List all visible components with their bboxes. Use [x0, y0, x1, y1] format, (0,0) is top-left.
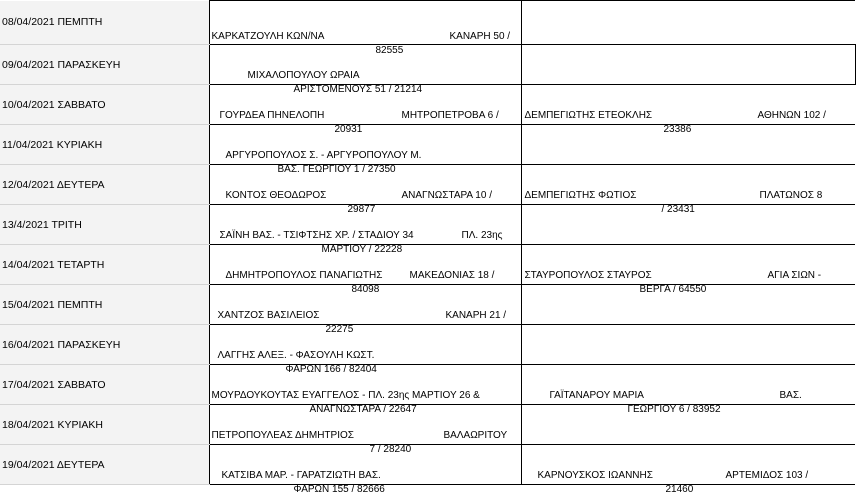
pharmacy-cell[interactable] [209, 365, 521, 415]
date-cell[interactable]: 19/04/2021 ΔΕΥΤΕΡΑ [0, 445, 209, 485]
pharmacy-address: ΚΑΝΑΡΗ 50 / [449, 30, 511, 42]
pharmacy-address-cont: 82555 [375, 44, 404, 56]
pharmacy-address-cont: ΓΕΩΡΓΙΟΥ 6 / 83952 [627, 403, 721, 415]
pharmacy-name: ΓΑΪΤΑΝΑΡΟΥ ΜΑΡΙΑ [549, 389, 644, 401]
table-row [0, 45, 855, 85]
pharmacy-cell[interactable] [209, 1, 521, 56]
pharmacy-address-cont: ΜΑΡΤΙΟΥ / 22228 [321, 243, 403, 255]
pharmacy-cell[interactable] [209, 245, 521, 295]
pharmacy-cell[interactable] [209, 325, 521, 375]
table-row [0, 325, 855, 365]
pharmacy-name: ΛΑΓΓΗΣ ΑΛΕΞ. - ΦΑΣΟΥΛΗ ΚΩΣΤ. [217, 349, 375, 361]
pharmacy-cell[interactable] [209, 165, 521, 215]
pharmacy-name: ΚΟΝΤΟΣ ΘΕΟΔΩΡΟΣ [225, 189, 327, 201]
pharmacy-address-cont: ΑΡΙΣΤΟΜΕΝΟΥΣ 51 / 21214 [293, 83, 423, 95]
pharmacy-cell[interactable] [521, 45, 855, 85]
pharmacy-name: ΚΑΡΚΑΤΖΟΥΛΗ ΚΩΝ/ΝΑ [211, 30, 325, 42]
pharmacy-name: ΚΑΤΣΙΒΑ ΜΑΡ. - ΓΑΡΑΤΖΙΩΤΗ ΒΑΣ. [221, 469, 381, 481]
pharmacy-address: ΑΝΑΓΝΩΣΤΑΡΑ 10 / [401, 189, 492, 201]
date-cell[interactable]: 10/04/2021 ΣΑΒΒΑΤΟ [0, 85, 209, 125]
pharmacy-name: ΣΑΪΝΗ ΒΑΣ. - ΤΣΙΦΤΣΗΣ ΧΡ. / ΣΤΑΔΙΟΥ 34 [219, 229, 414, 241]
pharmacy-address: ΒΑΣ. [779, 389, 802, 401]
pharmacy-name: ΜΟΥΡΔΟΥΚΟΥΤΑΣ ΕΥΑΓΓΕΛΟΣ - ΠΛ. 23ης ΜΑΡΤΙΟΥ 26 & [211, 389, 480, 401]
pharmacy-cell[interactable] [209, 405, 521, 455]
pharmacy-cell[interactable] [209, 45, 521, 95]
date-cell[interactable]: 16/04/2021 ΠΑΡΑΣΚΕΥΗ [0, 325, 209, 365]
pharmacy-address: ΜΗΤΡΟΠΕΤΡΟΒΑ 6 / [401, 109, 499, 121]
pharmacy-address: ΠΛΑΤΩΝΟΣ 8 [759, 189, 823, 201]
pharmacy-address-cont: 23386 [663, 123, 692, 135]
pharmacy-cell[interactable] [521, 125, 855, 165]
date-cell[interactable]: 14/04/2021 ΤΕΤΑΡΤΗ [0, 245, 209, 285]
pharmacy-address-cont: 21460 [665, 483, 694, 495]
pharmacy-name: ΣΤΑΥΡΟΠΟΥΛΟΣ ΣΤΑΥΡΟΣ [524, 269, 652, 281]
table-row [0, 1, 855, 45]
pharmacy-cell[interactable] [521, 165, 855, 215]
table-row [0, 245, 855, 285]
pharmacy-name: ΠΕΤΡΟΠΟΥΛΕΑΣ ΔΗΜΗΤΡΙΟΣ [211, 429, 354, 441]
date-cell[interactable]: 09/04/2021 ΠΑΡΑΣΚΕΥΗ [0, 45, 209, 85]
pharmacy-name: ΔΗΜΗΤΡΟΠΟΥΛΟΣ ΠΑΝΑΓΙΩΤΗΣ [225, 269, 383, 281]
pharmacy-address-cont: ΑΝΑΓΝΩΣΤΑΡΑ / 22647 [309, 403, 417, 415]
pharmacy-address: ΑΘΗΝΩΝ 102 / [757, 109, 826, 121]
pharmacy-cell[interactable] [521, 205, 855, 245]
date-cell[interactable]: 11/04/2021 ΚΥΡΙΑΚΗ [0, 125, 209, 165]
pharmacy-address: ΚΑΝΑΡΗ 21 / [445, 309, 507, 321]
pharmacy-cell[interactable] [209, 205, 521, 255]
table-row [0, 405, 855, 445]
pharmacy-address: ΠΛ. 23ης [461, 229, 503, 241]
table-row [0, 165, 855, 205]
pharmacy-address-cont: 7 / 28240 [369, 443, 412, 455]
pharmacy-cell[interactable] [521, 405, 855, 445]
pharmacy-address-cont: ΦΑΡΩΝ 166 / 82404 [285, 363, 377, 375]
pharmacy-cell[interactable] [209, 445, 521, 495]
pharmacy-name: ΓΟΥΡΔΕΑ ΠΗΝΕΛΟΠΗ [219, 109, 325, 121]
pharmacy-address-cont: / 23431 [661, 203, 695, 215]
table-row [0, 445, 855, 485]
pharmacy-cell[interactable] [521, 445, 855, 495]
pharmacy-address-cont: 20931 [334, 123, 363, 135]
date-cell[interactable]: 15/04/2021 ΠΕΜΠΤΗ [0, 285, 209, 325]
pharmacy-cell[interactable] [521, 285, 855, 325]
date-cell[interactable]: 08/04/2021 ΠΕΜΠΤΗ [0, 1, 209, 45]
pharmacy-address: ΜΑΚΕΔΟΝΙΑΣ 18 / [409, 269, 495, 281]
pharmacy-address: ΑΓΙΑ ΣΙΩΝ - [767, 269, 822, 281]
pharmacy-cell[interactable] [521, 85, 855, 135]
date-cell[interactable]: 13/4/2021 ΤΡΙΤΗ [0, 205, 209, 245]
pharmacy-name: ΔΕΜΠΕΓΙΩΤΗΣ ΕΤΕΟΚΛΗΣ [524, 109, 653, 121]
pharmacy-name: ΑΡΓΥΡΟΠΟΥΛΟΣ Σ. - ΑΡΓΥΡΟΠΟΥΛΟΥ Μ. [225, 149, 422, 161]
pharmacy-name: ΜΙΧΑΛΟΠΟΥΛΟΥ ΩΡΑΙΑ [247, 69, 360, 81]
pharmacy-name: ΚΑΡΝΟΥΣΚΟΣ ΙΩΑΝΝΗΣ [537, 469, 653, 481]
pharmacy-cell[interactable] [521, 325, 855, 365]
table-row [0, 125, 855, 165]
pharmacy-name: ΔΕΜΠΕΓΙΩΤΗΣ ΦΩΤΙΟΣ [524, 189, 637, 201]
pharmacy-address-cont: ΦΑΡΩΝ 155 / 82666 [293, 483, 385, 495]
table-row [0, 205, 855, 245]
table-row [0, 365, 855, 405]
pharmacy-address-cont: 22275 [325, 323, 354, 335]
date-cell[interactable]: 18/04/2021 ΚΥΡΙΑΚΗ [0, 405, 209, 445]
table-row [0, 85, 855, 125]
pharmacy-address: ΒΑΛΑΩΡΙΤΟΥ [443, 429, 508, 441]
pharmacy-cell[interactable] [521, 1, 855, 45]
pharmacy-name: ΧΑΝΤΖΟΣ ΒΑΣΙΛΕΙΟΣ [217, 309, 320, 321]
table-row [0, 285, 855, 325]
pharmacy-address-cont: 84098 [351, 283, 380, 295]
pharmacy-address: ΑΡΤΕΜΙΔΟΣ 103 / [725, 469, 809, 481]
pharmacy-address-cont: ΒΕΡΓΑ / 64550 [639, 283, 707, 295]
pharmacy-address-cont: ΒΑΣ. ΓΕΩΡΓΙΟΥ 1 / 27350 [277, 163, 396, 175]
pharmacy-cell[interactable] [521, 245, 855, 295]
pharmacy-cell[interactable] [209, 125, 521, 175]
pharmacy-cell[interactable] [209, 85, 521, 135]
pharmacy-cell[interactable] [521, 365, 855, 415]
pharmacy-cell[interactable] [209, 285, 521, 335]
pharmacy-address-cont: 29877 [347, 203, 376, 215]
date-cell[interactable]: 17/04/2021 ΣΑΒΒΑΤΟ [0, 365, 209, 405]
date-cell[interactable]: 12/04/2021 ΔΕΥΤΕΡΑ [0, 165, 209, 205]
